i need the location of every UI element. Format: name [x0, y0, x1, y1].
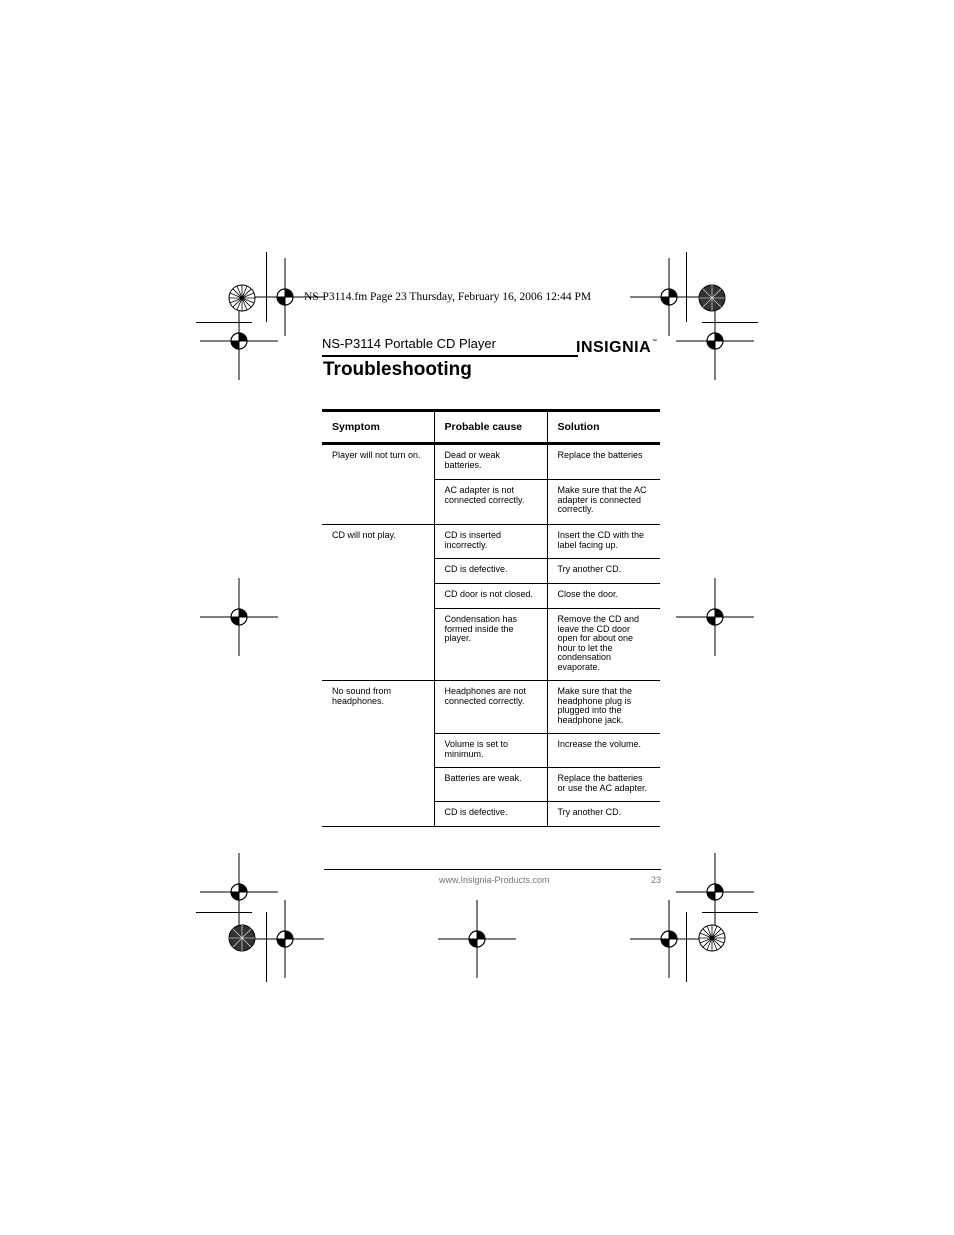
- logo-text: INSIGNIA: [576, 339, 652, 356]
- table-header-row: [322, 411, 660, 444]
- registration-mark-icon: [438, 900, 516, 978]
- cause-cell: CD is defective.: [434, 559, 547, 584]
- solution-cell: Remove the CD and leave the CD door open for about one hour to let the condensation evaporate.: [547, 609, 660, 681]
- page-number: 23: [651, 875, 662, 885]
- header-rule: [322, 355, 578, 357]
- insignia-logo: [576, 339, 658, 357]
- table-row: [322, 525, 660, 559]
- registration-mark-icon: [676, 302, 754, 380]
- solution-cell: Insert the CD with the label facing up.: [547, 525, 660, 559]
- cause-cell: CD is defective.: [434, 802, 547, 827]
- cause-cell: Volume is set to minimum.: [434, 734, 547, 768]
- table-row: [322, 681, 660, 734]
- cause-cell: Headphones are not connected correctly.: [434, 681, 547, 734]
- registration-mark-icon: [246, 900, 324, 978]
- column-header-probable-cause: Probable cause: [434, 411, 547, 444]
- symptom-cell: No sound from headphones.: [322, 681, 434, 827]
- cause-cell: CD is inserted incorrectly.: [434, 525, 547, 559]
- solution-cell: Replace the batteries or use the AC adapter.: [547, 768, 660, 802]
- star-target-icon: [228, 284, 256, 312]
- registration-mark-icon: [630, 900, 708, 978]
- footer-url: www.Insignia-Products.com: [439, 875, 550, 885]
- registration-mark-icon: [676, 578, 754, 656]
- footer-rule: [324, 869, 661, 870]
- star-target-icon: [228, 924, 256, 952]
- solution-cell: Replace the batteries: [547, 444, 660, 480]
- troubleshooting-table: [322, 409, 660, 827]
- registration-mark-icon: [200, 578, 278, 656]
- solution-cell: Make sure that the headphone plug is plugged into the headphone jack.: [547, 681, 660, 734]
- registration-mark-icon: [200, 302, 278, 380]
- star-target-icon: [698, 924, 726, 952]
- cause-cell: Dead or weak batteries.: [434, 444, 547, 480]
- cause-cell: CD door is not closed.: [434, 584, 547, 609]
- cause-cell: Batteries are weak.: [434, 768, 547, 802]
- star-target-icon: [698, 284, 726, 312]
- page-title: Troubleshooting: [323, 359, 472, 380]
- file-slug: NS-P3114.fm Page 23 Thursday, February 16, 2006 12:44 PM: [304, 291, 592, 303]
- solution-cell: Try another CD.: [547, 802, 660, 827]
- column-header-solution: Solution: [547, 411, 660, 444]
- running-header-title: NS-P3114 Portable CD Player: [322, 336, 496, 351]
- cause-cell: AC adapter is not connected correctly.: [434, 480, 547, 525]
- cause-cell: Condensation has formed inside the player.: [434, 609, 547, 681]
- solution-cell: Try another CD.: [547, 559, 660, 584]
- table-row: [322, 444, 660, 480]
- solution-cell: Increase the volume.: [547, 734, 660, 768]
- solution-cell: Make sure that the AC adapter is connected correctly.: [547, 480, 660, 525]
- trademark-symbol: ™: [652, 339, 658, 345]
- symptom-cell: Player will not turn on.: [322, 444, 434, 525]
- solution-cell: Close the door.: [547, 584, 660, 609]
- column-header-symptom: Symptom: [322, 411, 434, 444]
- symptom-cell: CD will not play.: [322, 525, 434, 681]
